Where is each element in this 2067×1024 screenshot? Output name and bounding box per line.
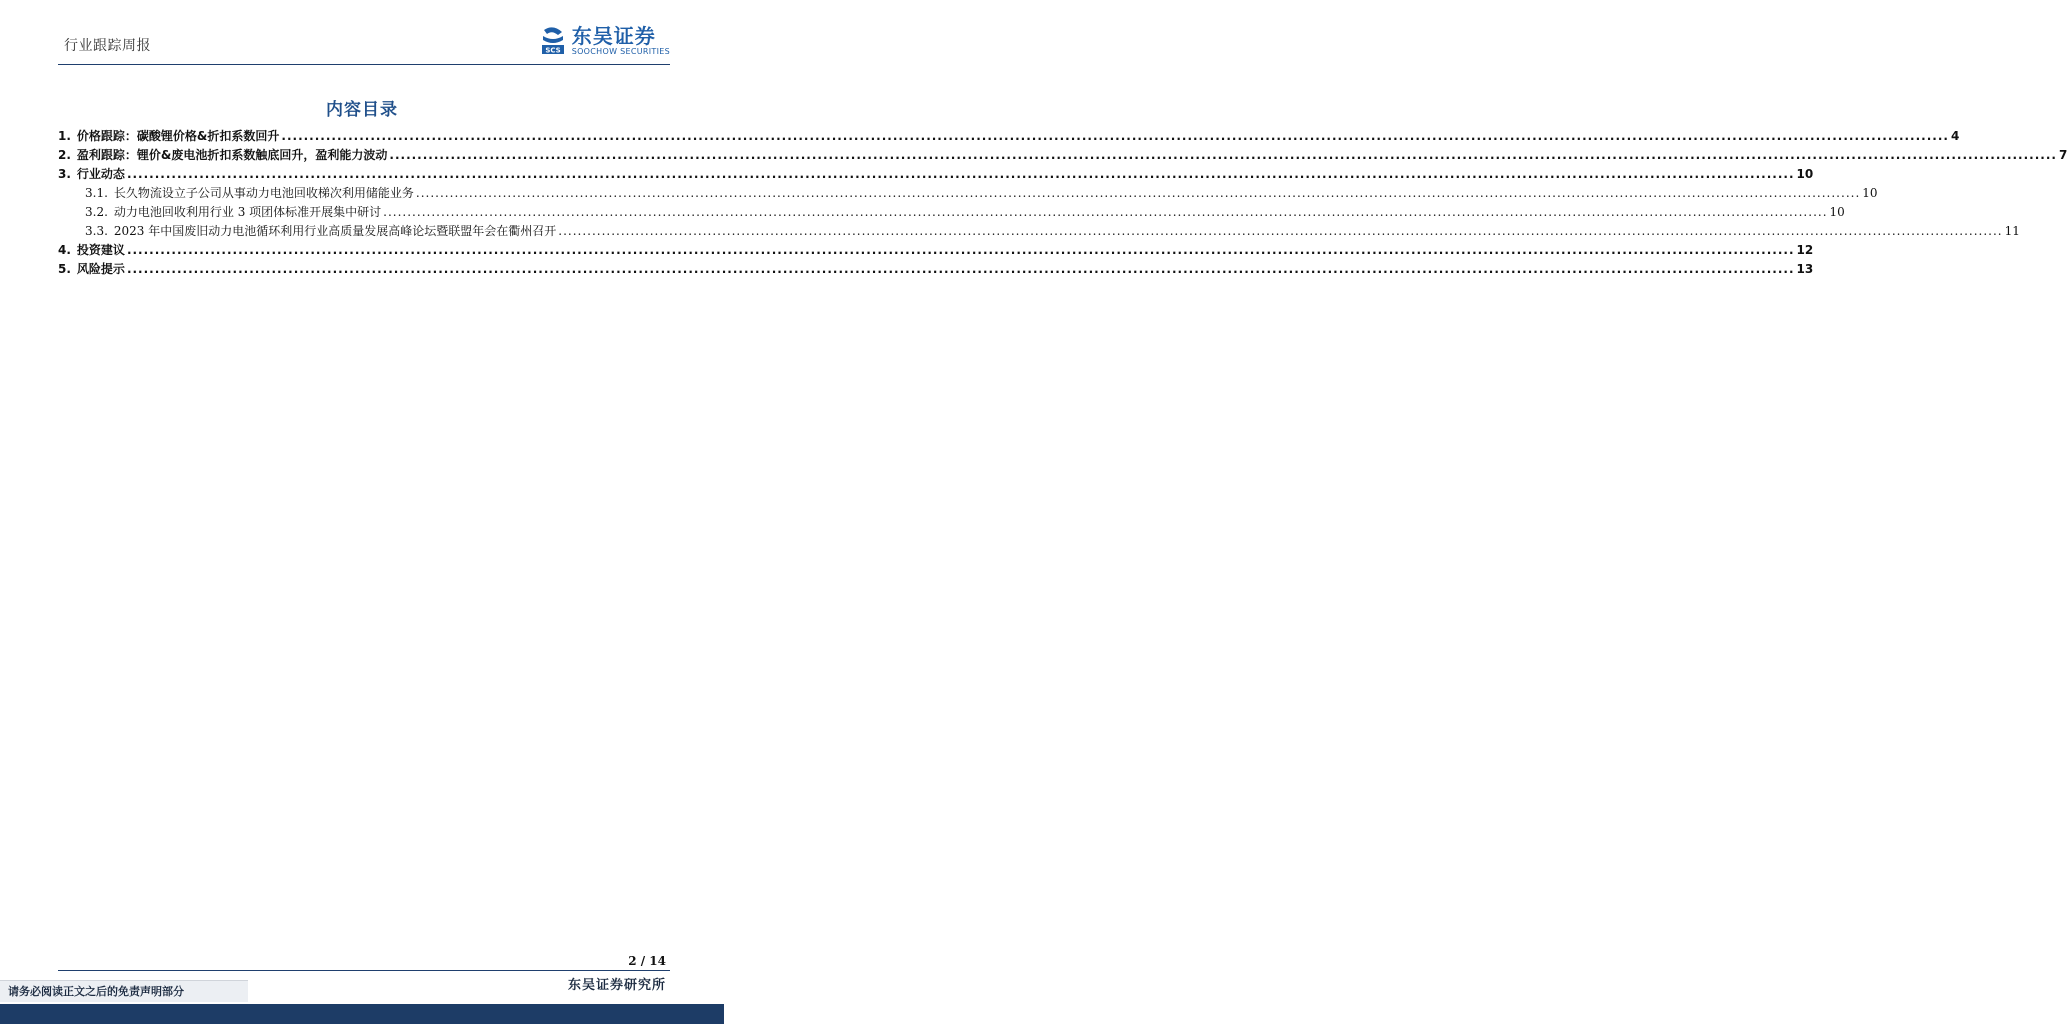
table-of-contents: [58, 127, 2067, 279]
toc-entry-1[interactable]: [58, 127, 1960, 146]
logo-mark-text: SCS: [545, 46, 561, 55]
toc-entry-2[interactable]: [58, 146, 2067, 165]
toc-entry-page: 10: [1796, 167, 1814, 181]
toc-entry-number: 5.: [58, 262, 71, 276]
footer-bar: [0, 1004, 724, 1024]
toc-entry-page: 10: [1862, 186, 1878, 200]
toc-entry-title: 行业动态: [76, 167, 125, 181]
brand-logo: [540, 26, 670, 56]
toc-title: 内容目录: [326, 100, 398, 120]
toc-entry-number: 2.: [58, 148, 71, 162]
toc-entry-number: 3.2.: [85, 205, 108, 219]
toc-entry-page: 13: [1796, 262, 1814, 276]
toc-entry-3-3[interactable]: [58, 222, 2020, 241]
toc-entry-title: 长久物流设立子公司从事动力电池回收梯次利用储能业务: [113, 186, 414, 200]
toc-leader-dots: [127, 262, 1795, 276]
toc-entry-title: 风险提示: [76, 262, 125, 276]
toc-leader-dots: [558, 224, 2002, 238]
toc-entry-number: 1.: [58, 129, 71, 143]
toc-entry-page: 12: [1796, 243, 1814, 257]
toc-entry-page: 10: [1829, 205, 1845, 219]
logo-name-cn: 东吴证券: [571, 24, 656, 48]
toc-entry-3[interactable]: [58, 165, 1814, 184]
header-divider: [58, 64, 670, 65]
research-institute-label: 东吴证券研究所: [567, 978, 666, 993]
toc-leader-dots: [383, 205, 1827, 219]
toc-entry-page: 4: [1950, 129, 1960, 143]
toc-entry-title: 动力电池回收利用行业 3 项团体标准开展集中研讨: [113, 205, 382, 219]
toc-entry-page: 7: [2058, 148, 2067, 162]
disclaimer-notice: 请务必阅读正文之后的免责声明部分: [0, 980, 248, 1002]
toc-entry-number: 3.: [58, 167, 71, 181]
report-type-label: 行业跟踪周报: [64, 38, 151, 54]
footer-divider: [58, 970, 670, 971]
toc-entry-number: 3.1.: [85, 186, 108, 200]
toc-entry-title: 盈利跟踪：锂价&废电池折扣系数触底回升，盈利能力波动: [76, 148, 388, 162]
toc-entry-5[interactable]: [58, 260, 1814, 279]
toc-entry-page: 11: [2004, 224, 2020, 238]
toc-entry-title: 2023 年中国废旧动力电池循环利用行业高质量发展高峰论坛暨联盟年会在衢州召开: [113, 224, 557, 238]
toc-entry-number: 3.3.: [85, 224, 108, 238]
toc-leader-dots: [127, 167, 1795, 181]
toc-entry-number: 4.: [58, 243, 71, 257]
soochow-logo-icon: [540, 26, 566, 56]
toc-leader-dots: [127, 243, 1795, 257]
toc-leader-dots: [416, 186, 1860, 200]
toc-entry-title: 价格跟踪：碳酸锂价格&折扣系数回升: [76, 129, 280, 143]
toc-leader-dots: [389, 148, 2057, 162]
toc-entry-3-1[interactable]: [58, 184, 1878, 203]
page-indicator: 2 / 14: [628, 954, 666, 968]
toc-leader-dots: [281, 129, 1949, 143]
toc-entry-title: 投资建议: [76, 243, 125, 257]
toc-entry-3-2[interactable]: [58, 203, 1845, 222]
toc-entry-4[interactable]: [58, 241, 1814, 260]
logo-name-en: SOOCHOW SECURITIES: [571, 47, 670, 56]
